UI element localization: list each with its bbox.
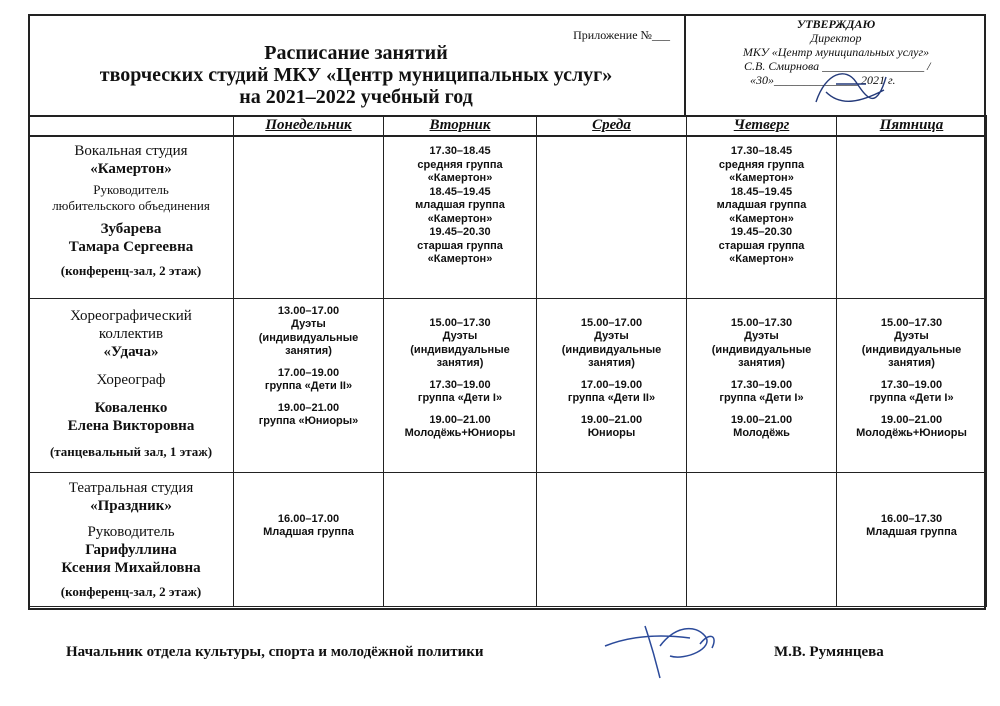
cell-mon	[234, 136, 384, 298]
day-wednesday: Среда	[537, 116, 687, 136]
cell-fri	[837, 298, 987, 472]
approve-date: «30»______________ 2021 г.	[750, 73, 896, 87]
slot-line: средняя группа	[417, 158, 503, 171]
table-row	[29, 298, 987, 472]
director-signature	[806, 62, 896, 118]
cell-thu	[687, 472, 837, 606]
slot-line: Младшая группа	[866, 526, 957, 538]
slot-line: Молодёжь+Юниоры	[404, 427, 516, 439]
slot-line: младшая группа	[415, 199, 505, 211]
studio-cell-kamerton	[29, 136, 234, 298]
slot-line: Дуэты	[894, 330, 929, 342]
slot-line: группа «Дети II»	[567, 392, 656, 404]
slot-line: занятия)	[738, 357, 785, 369]
title-line-3: на 2021–2022 учебный год	[239, 86, 473, 108]
page-title	[28, 42, 684, 108]
slot-line: 19.00–21.00	[277, 401, 340, 414]
slot-line: «Камертон»	[427, 253, 493, 265]
studio-cell-udacha	[29, 298, 234, 472]
cell-mon	[234, 472, 384, 606]
leader-role: Руководитель	[87, 523, 175, 540]
slot-line: Молодёжь	[733, 427, 790, 439]
slot-line: 19.00–21.00	[880, 413, 943, 426]
slot-line: «Камертон»	[729, 253, 794, 265]
slot-line: 19.00–21.00	[580, 413, 643, 426]
location: (конференц-зал, 2 этаж)	[60, 263, 202, 278]
leader-surname: Коваленко	[94, 399, 168, 416]
table-row	[29, 136, 987, 298]
slot-line: 16.00–17.30	[880, 512, 943, 525]
slot-line: Младшая группа	[263, 526, 354, 538]
leader-role-2: любительского объединения	[52, 198, 210, 213]
approve-heading: УТВЕРЖДАЮ	[796, 17, 876, 31]
slot-line: Дуэты	[291, 318, 326, 330]
slot-line: Молодёжь+Юниоры	[856, 427, 967, 439]
slot-line: (индивидуальные	[258, 331, 359, 344]
cell-mon	[234, 298, 384, 472]
slot-line: 17.30–19.00	[429, 378, 491, 391]
slot-line: занятия)	[285, 345, 332, 357]
title-line-2: творческих студий МКУ «Центр муниципальных услуг»	[99, 64, 613, 86]
slot-line: группа «Дети I»	[869, 392, 954, 404]
title-line-1: Расписание занятий	[264, 42, 448, 64]
cell-tue	[384, 298, 537, 472]
slot-line: (индивидуальные	[561, 343, 662, 356]
slot-line: группа «Дети I»	[719, 392, 804, 404]
slot-line: 13.00–17.00	[277, 304, 340, 317]
slot-line: «Камертон»	[729, 172, 794, 184]
cell-thu	[687, 298, 837, 472]
location: (конференц-зал, 2 этаж)	[60, 583, 202, 599]
approve-position: Директор	[810, 31, 862, 45]
slot-line: 19.45–20.30	[429, 226, 491, 238]
slot-line: 19.00–21.00	[429, 413, 491, 426]
leader-role: Руководитель	[93, 182, 169, 197]
slot-line: 15.00–17.30	[730, 316, 793, 329]
studio-cell-prazdnik	[29, 472, 234, 606]
slot-line: «Камертон»	[427, 172, 493, 184]
studio-name: «Камертон»	[90, 161, 172, 177]
approve-name: С.В. Смирнова _________________ /	[744, 59, 931, 73]
slot-line: Юниоры	[587, 427, 636, 439]
slot-line: «Камертон»	[729, 212, 794, 225]
slot-line: Дуэты	[594, 330, 629, 342]
studio-name: «Праздник»	[90, 497, 172, 514]
approve-org: МКУ «Центр муниципальных услуг»	[742, 45, 930, 59]
slot-line: 15.00–17.30	[880, 316, 943, 329]
days-header-row	[29, 116, 987, 136]
approval-stamp	[686, 14, 986, 115]
corner-cell	[29, 116, 234, 136]
leader-role: Хореограф	[96, 371, 166, 388]
slot-line: 16.00–17.00	[277, 512, 340, 525]
day-friday: Пятница	[837, 116, 987, 136]
studio-type: Театральная студия	[68, 479, 194, 496]
slot-line: занятия)	[888, 357, 935, 369]
slot-line: 18.45–19.45	[429, 185, 491, 198]
cell-tue	[384, 472, 537, 606]
cell-fri	[837, 136, 987, 298]
slot-line: занятия)	[436, 357, 484, 369]
slot-line: «Камертон»	[427, 212, 493, 225]
slot-line: 19.45–20.30	[730, 226, 793, 238]
slot-line: группа «Юниоры»	[258, 415, 359, 427]
slot-line: 18.45–19.45	[730, 185, 793, 198]
slot-line: старшая группа	[718, 239, 805, 252]
cell-wed	[537, 298, 687, 472]
slot-line: Дуэты	[442, 330, 478, 342]
day-monday: Понедельник	[234, 116, 384, 136]
leader-surname: Гарифуллина	[85, 541, 177, 558]
schedule-table	[28, 115, 987, 607]
slot-line: (индивидуальные	[861, 343, 962, 356]
leader-name: Тамара Сергеевна	[68, 239, 194, 255]
location: (танцевальный зал, 1 этаж)	[49, 443, 213, 459]
leader-name: Елена Викторовна	[67, 417, 195, 434]
cell-wed	[537, 136, 687, 298]
head-signature	[600, 616, 730, 680]
slot-line: Дуэты	[744, 330, 779, 342]
leader-name: Ксения Михайловна	[61, 559, 201, 576]
cell-fri	[837, 472, 987, 606]
cell-wed	[537, 472, 687, 606]
slot-line: группа «Дети I»	[417, 392, 503, 404]
day-thursday: Четверг	[687, 116, 837, 136]
day-tuesday: Вторник	[384, 116, 537, 136]
slot-line: 17.30–18.45	[730, 145, 793, 157]
slot-line: 17.00–19.00	[580, 378, 643, 391]
slot-line: занятия)	[588, 357, 635, 369]
slot-line: средняя группа	[718, 158, 805, 171]
footer-position: Начальник отдела культуры, спорта и молодёжной политики	[66, 644, 484, 660]
slot-line: 15.00–17.30	[429, 316, 491, 329]
slot-line: старшая группа	[417, 239, 503, 252]
appendix-label: Приложение №___	[573, 28, 670, 42]
slot-line: группа «Дети II»	[264, 380, 353, 392]
studio-name: «Удача»	[103, 343, 159, 360]
slot-line: младшая группа	[716, 199, 807, 211]
slot-line: 17.30–18.45	[429, 145, 491, 157]
footer-name: М.В. Румянцева	[774, 644, 884, 660]
slot-line: 17.30–19.00	[730, 378, 793, 391]
studio-type: Вокальная студия	[74, 143, 188, 159]
slot-line: (индивидуальные	[711, 343, 812, 356]
cell-tue	[384, 136, 537, 298]
header-title-block	[28, 14, 686, 115]
slot-line: 17.30–19.00	[880, 378, 943, 391]
studio-type-2: коллектив	[98, 325, 164, 342]
studio-type: Хореографический	[70, 307, 192, 324]
slot-line: 15.00–17.00	[580, 316, 643, 329]
leader-surname: Зубарева	[100, 221, 162, 237]
table-row	[29, 472, 987, 606]
slot-line: 17.00–19.00	[277, 366, 340, 379]
slot-line: 19.00–21.00	[730, 413, 793, 426]
cell-thu	[687, 136, 837, 298]
slot-line: (индивидуальные	[410, 343, 510, 356]
